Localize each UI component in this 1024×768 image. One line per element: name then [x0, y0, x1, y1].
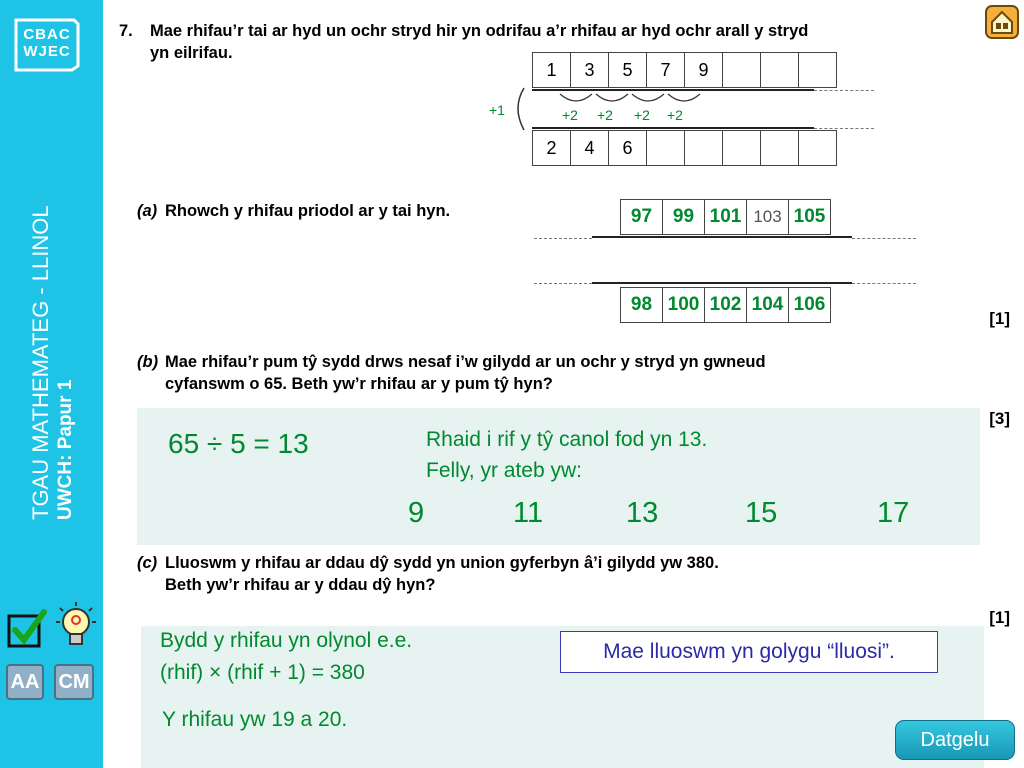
- house-answer-cell: 100: [662, 287, 705, 323]
- plus-two-label: +2: [597, 107, 613, 123]
- street-line: [592, 236, 852, 238]
- plus-two-label: +2: [667, 107, 683, 123]
- part-b-text: Mae rhifau’r pum tŷ sydd drws nesaf i’w gilydd ar un ochr y stryd yn gwneud cyfanswm o 65. Beth yw’r rhifau ar y pum tŷ hyn?: [165, 353, 766, 393]
- text-size-icon[interactable]: AA: [6, 664, 44, 700]
- part-c-mark: [1]: [989, 608, 1010, 627]
- house-number-cell: 6: [608, 130, 647, 166]
- part-a-mark: [1]: [989, 309, 1010, 328]
- part-b-answer-1: 9: [408, 497, 425, 529]
- house-number-cell: [684, 130, 723, 166]
- street-line-dashed: [852, 283, 916, 284]
- reveal-button[interactable]: Datgelu: [895, 720, 1015, 760]
- house-number-cell: [722, 130, 761, 166]
- subject-title: TGAU MATHEMATEG - LLINOL: [28, 205, 53, 520]
- hint-box: Mae lluoswm yn golygu “lluosi”.: [560, 631, 938, 673]
- street-line-dashed: [814, 128, 874, 129]
- part-b-answer-2: 11: [513, 497, 544, 529]
- plus-two-label: +2: [634, 107, 650, 123]
- street-line-dashed: [814, 90, 874, 91]
- street-line-dashed: [852, 238, 916, 239]
- house-number-cell: 5: [608, 52, 647, 88]
- part-b-answer-3: 13: [626, 497, 659, 529]
- plus-one-label: +1: [489, 102, 505, 118]
- cbac-wjec-logo: CBAC WJEC: [12, 18, 82, 72]
- home-button[interactable]: [984, 4, 1020, 40]
- question-text: Mae rhifau’r tai ar hyd un ochr stryd hir yn odrifau a’r rhifau ar hyd ochr arall y stryd yn eilrifau.: [150, 22, 809, 62]
- house-number-cell: [798, 52, 837, 88]
- paper-title: UWCH: Papur 1: [55, 379, 76, 520]
- house-number-cell: 1: [532, 52, 571, 88]
- house-answer-cell: 103: [746, 199, 789, 235]
- house-answer-cell: 102: [704, 287, 747, 323]
- street-line-dashed: [534, 283, 592, 284]
- part-b-calculation: 65 ÷ 5 = 13: [168, 428, 309, 459]
- part-a-label: (a): [137, 202, 158, 220]
- house-answer-cell: 101: [704, 199, 747, 235]
- house-number-cell: [646, 130, 685, 166]
- part-b-label: (b): [137, 353, 159, 371]
- house-answer-cell: 97: [620, 199, 663, 235]
- sidebar: [0, 0, 103, 768]
- house-number-cell: [760, 130, 799, 166]
- question-number: 7.: [119, 22, 133, 40]
- house-number-cell: 7: [646, 52, 685, 88]
- cm-icon[interactable]: CM: [54, 664, 94, 700]
- part-c-answer: Y rhifau yw 19 a 20.: [162, 708, 348, 731]
- house-number-cell: 2: [532, 130, 571, 166]
- part-a-text: Rhowch y rhifau priodol ar y tai hyn.: [165, 202, 451, 220]
- part-c-text: Lluoswm y rhifau ar ddau dŷ sydd yn union gyferbyn â’i gilydd yw 380. Beth yw’r rhifau ar y ddau dŷ hyn?: [165, 554, 719, 594]
- house-answer-cell: 98: [620, 287, 663, 323]
- part-b-note: Rhaid i rif y tŷ canol fod yn 13. Felly, yr ateb yw:: [426, 428, 708, 482]
- part-c-label: (c): [137, 554, 158, 572]
- house-number-cell: [798, 130, 837, 166]
- street-line: [592, 282, 852, 284]
- part-b-answer-5: 17: [877, 497, 910, 529]
- house-number-cell: [760, 52, 799, 88]
- part-b-answer-4: 15: [745, 497, 778, 529]
- house-number-cell: 9: [684, 52, 723, 88]
- lightbulb-icon[interactable]: [54, 600, 98, 652]
- part-b-mark: [3]: [989, 409, 1010, 428]
- part-c-working: Bydd y rhifau yn olynol e.e. (rhif) × (rhif + 1) = 380: [160, 629, 413, 684]
- house-number-cell: [722, 52, 761, 88]
- plus-two-label: +2: [562, 107, 578, 123]
- house-number-cell: 3: [570, 52, 609, 88]
- house-answer-cell: 104: [746, 287, 789, 323]
- sidebar-title: [28, 205, 78, 520]
- house-answer-cell: 105: [788, 199, 831, 235]
- house-answer-cell: 99: [662, 199, 705, 235]
- house-answer-cell: 106: [788, 287, 831, 323]
- home-icon: [984, 4, 1020, 40]
- checkbox-icon[interactable]: [6, 608, 48, 650]
- increment-arrows: [508, 84, 808, 134]
- street-line-dashed: [534, 238, 592, 239]
- house-number-cell: 4: [570, 130, 609, 166]
